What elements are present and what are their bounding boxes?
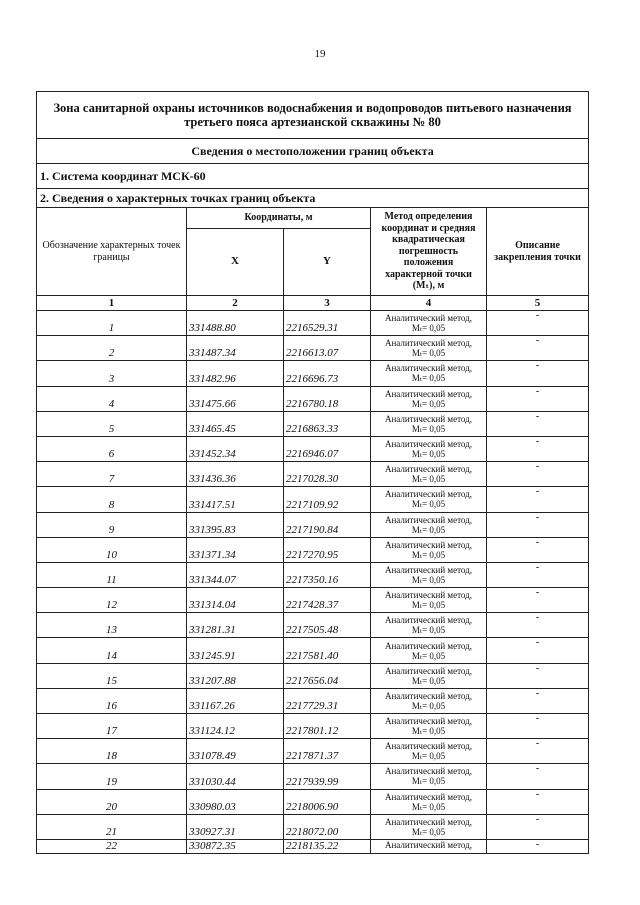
method-accuracy: Mₜ= 0,05 (411, 826, 446, 837)
method-text: Аналитический метод, (384, 439, 473, 450)
method-accuracy: Mₜ= 0,05 (411, 323, 446, 334)
column-number: 3 (284, 296, 371, 311)
table-row (37, 714, 589, 739)
y-coordinate: 2216529.31 (284, 311, 371, 336)
point-number: 2 (37, 336, 187, 361)
y-coordinate: 2217190.84 (284, 512, 371, 537)
method-accuracy: Mₜ= 0,05 (411, 499, 446, 510)
table-row (37, 814, 589, 839)
description-dash: - (487, 537, 589, 562)
point-number: 12 (37, 588, 187, 613)
point-number: 19 (37, 764, 187, 789)
description-dash: - (487, 336, 589, 361)
method-cell (371, 361, 487, 386)
section-location-heading: Сведения о местоположении границ объекта (37, 139, 589, 164)
method-cell (371, 386, 487, 411)
point-number: 11 (37, 562, 187, 587)
method-accuracy: Mₜ= 0,05 (411, 524, 446, 535)
method-cell (371, 311, 487, 336)
y-coordinate: 2217428.37 (284, 588, 371, 613)
y-coordinate: 2217939.99 (284, 764, 371, 789)
description-dash: - (487, 462, 589, 487)
description-dash: - (487, 512, 589, 537)
description-dash: - (487, 714, 589, 739)
method-accuracy: Mₜ= 0,05 (411, 600, 446, 611)
y-coordinate: 2216780.18 (284, 386, 371, 411)
point-number: 8 (37, 487, 187, 512)
description-dash: - (487, 613, 589, 638)
method-cell (371, 789, 487, 814)
method-cell (371, 638, 487, 663)
x-coordinate: 331452.34 (187, 436, 284, 461)
method-cell (371, 739, 487, 764)
method-text: Аналитический метод, (384, 640, 473, 651)
header-y: Y (284, 229, 371, 296)
table-row (37, 311, 589, 336)
column-number: 4 (371, 296, 487, 311)
header-point-designation: Обозначение характерных точек границы (37, 208, 187, 296)
table-row (37, 462, 589, 487)
y-coordinate: 2217656.04 (284, 663, 371, 688)
x-coordinate: 331371.34 (187, 537, 284, 562)
point-number: 16 (37, 688, 187, 713)
method-cell (371, 588, 487, 613)
x-coordinate: 330872.35 (187, 839, 284, 853)
method-cell (371, 462, 487, 487)
method-text: Аналитический метод, (384, 564, 473, 575)
document-title: Зона санитарной охраны источников водоснабжения и водопроводов питьевого назначения третьего пояса артезианской скважины № 80 (37, 92, 589, 139)
point-number: 21 (37, 814, 187, 839)
table-row (37, 411, 589, 436)
table-row (37, 537, 589, 562)
table-row (37, 764, 589, 789)
point-number: 15 (37, 663, 187, 688)
x-coordinate: 331124.12 (187, 714, 284, 739)
x-coordinate: 331487.34 (187, 336, 284, 361)
method-accuracy: Mₜ= 0,05 (411, 625, 446, 636)
table-row (37, 688, 589, 713)
table-row (37, 386, 589, 411)
x-coordinate: 331281.31 (187, 613, 284, 638)
method-text: Аналитический метод, (384, 615, 473, 626)
method-accuracy: Mₜ= 0,05 (411, 801, 446, 812)
header-coordinates: Координаты, м (187, 208, 371, 229)
table-row (37, 663, 589, 688)
x-coordinate: 331078.49 (187, 739, 284, 764)
method-cell (371, 814, 487, 839)
description-dash: - (487, 814, 589, 839)
method-accuracy: Mₜ= 0,05 (411, 726, 446, 737)
x-coordinate: 331465.45 (187, 411, 284, 436)
x-coordinate: 331167.26 (187, 688, 284, 713)
y-coordinate: 2216696.73 (284, 361, 371, 386)
method-text: Аналитический метод, (384, 665, 473, 676)
method-text: Аналитический метод, (384, 313, 473, 324)
method-text: Аналитический метод, (384, 791, 473, 802)
method-cell (371, 562, 487, 587)
description-dash: - (487, 562, 589, 587)
method-accuracy: Mₜ= 0,05 (411, 700, 446, 711)
table-row (37, 336, 589, 361)
y-coordinate: 2216863.33 (284, 411, 371, 436)
method-text: Аналитический метод, (371, 839, 487, 853)
method-accuracy: Mₜ= 0,05 (411, 423, 446, 434)
point-number: 3 (37, 361, 187, 386)
method-cell (371, 613, 487, 638)
method-accuracy: Mₜ= 0,05 (411, 650, 446, 661)
x-coordinate: 331245.91 (187, 638, 284, 663)
method-text: Аналитический метод, (384, 464, 473, 475)
x-coordinate: 331417.51 (187, 487, 284, 512)
y-coordinate: 2217801.12 (284, 714, 371, 739)
y-coordinate: 2216613.07 (284, 336, 371, 361)
description-dash: - (487, 588, 589, 613)
point-number: 20 (37, 789, 187, 814)
column-number: 1 (37, 296, 187, 311)
description-dash: - (487, 764, 589, 789)
method-accuracy: Mₜ= 0,05 (411, 474, 446, 485)
page-number: 19 (314, 48, 326, 60)
description-dash: - (487, 688, 589, 713)
method-cell (371, 336, 487, 361)
x-coordinate: 331475.66 (187, 386, 284, 411)
method-accuracy: Mₜ= 0,05 (411, 751, 446, 762)
table-row (37, 613, 589, 638)
point-number: 9 (37, 512, 187, 537)
description-dash: - (487, 487, 589, 512)
method-cell (371, 714, 487, 739)
y-coordinate: 2217505.48 (284, 613, 371, 638)
y-coordinate: 2217028.30 (284, 462, 371, 487)
method-text: Аналитический метод, (384, 489, 473, 500)
point-number: 5 (37, 411, 187, 436)
table-row (37, 562, 589, 587)
description-dash: - (487, 663, 589, 688)
method-cell (371, 512, 487, 537)
description-dash: - (487, 638, 589, 663)
point-number: 17 (37, 714, 187, 739)
table-row (37, 512, 589, 537)
y-coordinate: 2218006.90 (284, 789, 371, 814)
point-number: 6 (37, 436, 187, 461)
table-row (37, 638, 589, 663)
table-row (37, 436, 589, 461)
description-dash: - (487, 386, 589, 411)
method-cell (371, 764, 487, 789)
y-coordinate: 2217729.31 (284, 688, 371, 713)
y-coordinate: 2217350.16 (284, 562, 371, 587)
method-text: Аналитический метод, (384, 816, 473, 827)
y-coordinate: 2218135.22 (284, 839, 371, 853)
method-text: Аналитический метод, (384, 741, 473, 752)
table-row (37, 789, 589, 814)
method-text: Аналитический метод, (384, 413, 473, 424)
method-accuracy: Mₜ= 0,05 (411, 549, 446, 560)
method-accuracy: Mₜ= 0,05 (411, 348, 446, 359)
y-coordinate: 2217871.37 (284, 739, 371, 764)
x-coordinate: 331482.96 (187, 361, 284, 386)
method-accuracy: Mₜ= 0,05 (411, 776, 446, 787)
boundary-points-table (36, 91, 589, 854)
x-coordinate: 330980.03 (187, 789, 284, 814)
method-text: Аналитический метод, (384, 690, 473, 701)
header-method: Метод определения координат и средняя квадратическая погрешность положения характерной точки (Mₜ), м (371, 208, 487, 296)
table-row (37, 739, 589, 764)
method-accuracy: Mₜ= 0,05 (411, 373, 446, 384)
description-dash: - (487, 739, 589, 764)
method-text: Аналитический метод, (384, 716, 473, 727)
point-number: 7 (37, 462, 187, 487)
table-row (37, 588, 589, 613)
method-cell (371, 436, 487, 461)
method-cell (371, 688, 487, 713)
description-dash: - (487, 436, 589, 461)
x-coordinate: 331030.44 (187, 764, 284, 789)
x-coordinate: 331344.07 (187, 562, 284, 587)
method-accuracy: Mₜ= 0,05 (411, 449, 446, 460)
coordinate-system-label: 1. Система координат МСК-60 (37, 164, 589, 189)
x-coordinate: 331314.04 (187, 588, 284, 613)
y-coordinate: 2218072.00 (284, 814, 371, 839)
method-text: Аналитический метод, (384, 539, 473, 550)
description-dash: - (487, 311, 589, 336)
x-coordinate: 331488.80 (187, 311, 284, 336)
point-number: 13 (37, 613, 187, 638)
point-number: 4 (37, 386, 187, 411)
y-coordinate: 2216946.07 (284, 436, 371, 461)
point-number: 1 (37, 311, 187, 336)
description-dash: - (487, 789, 589, 814)
method-text: Аналитический метод, (384, 590, 473, 601)
x-coordinate: 331395.83 (187, 512, 284, 537)
method-text: Аналитический метод, (384, 388, 473, 399)
table-row (37, 487, 589, 512)
method-cell (371, 663, 487, 688)
description-dash: - (487, 411, 589, 436)
point-number: 22 (37, 839, 187, 853)
method-text: Аналитический метод, (384, 514, 473, 525)
method-cell (371, 487, 487, 512)
method-text: Аналитический метод, (384, 766, 473, 777)
method-text: Аналитический метод, (384, 338, 473, 349)
y-coordinate: 2217109.92 (284, 487, 371, 512)
header-description: Описание закрепления точки (487, 208, 589, 296)
y-coordinate: 2217581.40 (284, 638, 371, 663)
method-cell (371, 537, 487, 562)
x-coordinate: 330927.31 (187, 814, 284, 839)
point-number: 14 (37, 638, 187, 663)
header-x: X (187, 229, 284, 296)
method-accuracy: Mₜ= 0,05 (411, 398, 446, 409)
method-accuracy: Mₜ= 0,05 (411, 675, 446, 686)
x-coordinate: 331207.88 (187, 663, 284, 688)
column-number: 5 (487, 296, 589, 311)
point-number: 18 (37, 739, 187, 764)
table-row (37, 839, 589, 853)
description-dash: - (487, 361, 589, 386)
table-row (37, 361, 589, 386)
method-cell (371, 411, 487, 436)
column-number: 2 (187, 296, 284, 311)
method-text: Аналитический метод, (384, 363, 473, 374)
x-coordinate: 331436.36 (187, 462, 284, 487)
y-coordinate: 2217270.95 (284, 537, 371, 562)
points-section-heading: 2. Сведения о характерных точках границ объекта (37, 189, 589, 208)
point-number: 10 (37, 537, 187, 562)
description-dash: - (487, 839, 589, 853)
method-accuracy: Mₜ= 0,05 (411, 574, 446, 585)
